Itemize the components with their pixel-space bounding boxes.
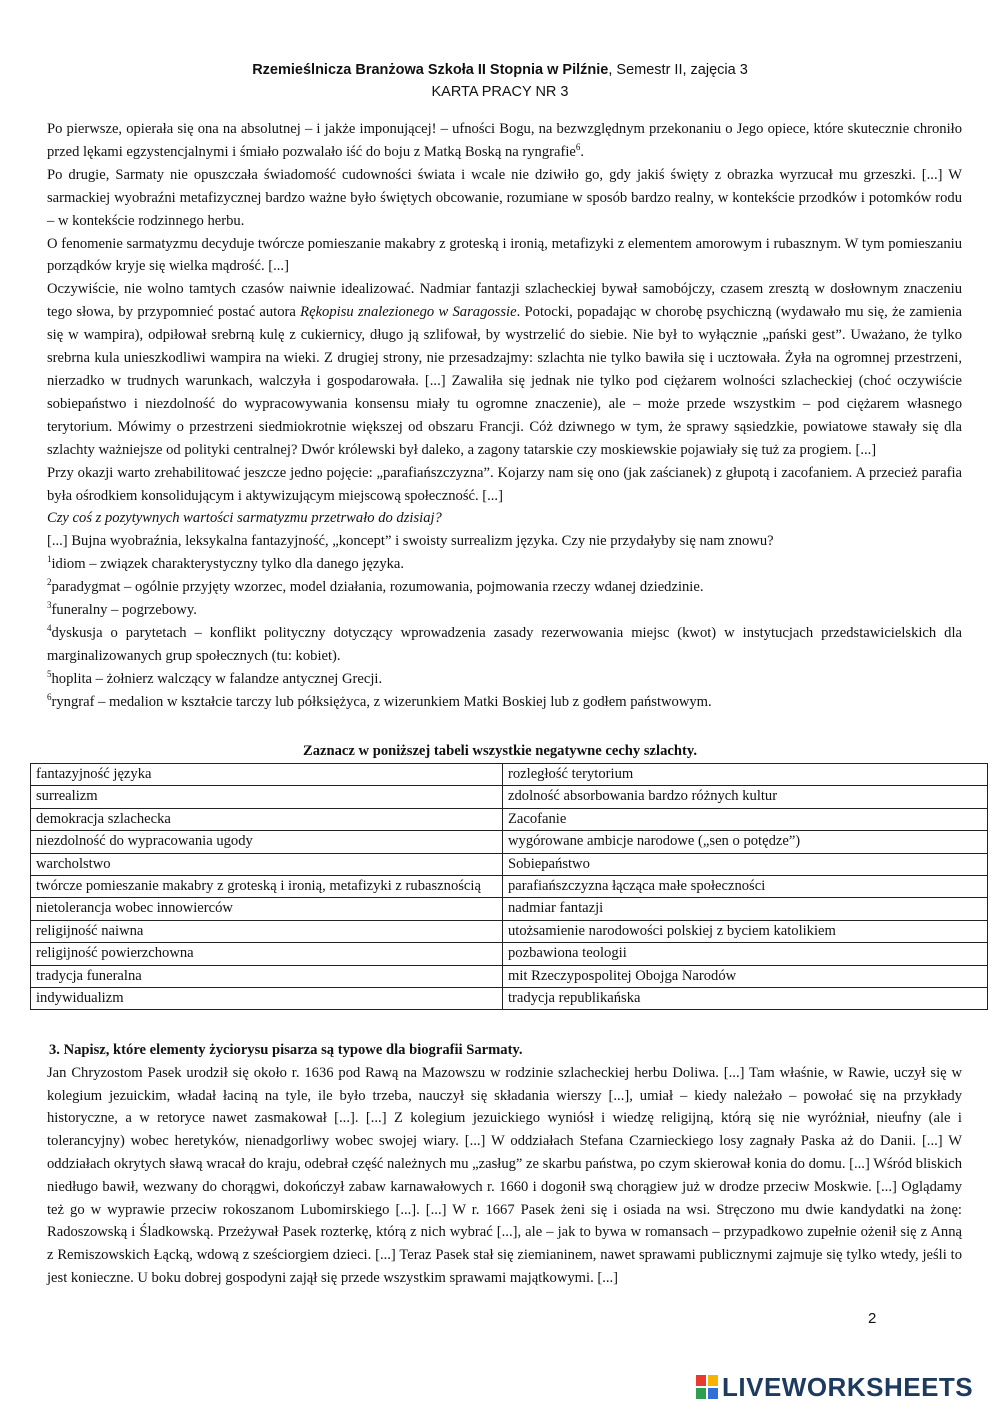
book-title: Rękopisu znalezionego w Saragossie <box>300 304 517 321</box>
header-line-1 <box>0 60 1000 80</box>
paragraph-6: [...] Bujna wyobraźnia, leksykalna fantazyjność, „koncept” i swoisty surrealizm języka. Czy nie przydałyby się nam znowu? <box>47 533 774 550</box>
section-3 <box>47 1039 962 1290</box>
trait-cell[interactable]: twórcze pomieszanie makabry z groteską i ironią, metafizyki z rubasznością <box>31 876 503 898</box>
table-row <box>31 876 988 898</box>
trait-cell[interactable]: Zacofanie <box>503 808 988 830</box>
logo-square <box>695 1387 707 1400</box>
paragraph-3: O fenomenie sarmatyzmu decyduje twórcze pomieszanie makabry z groteską i ironią, metafizyki z elementem amorowym i rubasznym. W tym pomieszaniu porządków kryje się wielka mądrość. [...] <box>47 235 962 275</box>
trait-cell[interactable]: Sobiepaństwo <box>503 853 988 875</box>
paragraph-5: Przy okazji warto zrehabilitować jeszcze jedno pojęcie: „parafiańszczyzna”. Kojarzy nam się ono (jak zaścianek) z głupotą i zacofaniem. A przecież parafia była ośrodkiem konsolidującym i aktywizującym miejscową społeczność. [...] <box>47 464 962 504</box>
school-name: Rzemieślnicza Branżowa Szkoła II Stopnia w Pilźnie <box>252 62 609 78</box>
paragraph-4: Oczywiście, nie wolno tamtych czasów naiwnie idealizować. Nadmiar fantazji szlacheckiej bywał samobójczy, czasem zresztą w dosłownym znaczeniu tego słowa, by przypomnieć postać autora Rękopisu znalezionego w Saragossie. Potocki, popadając w chorobę psychiczną (wydawało mu się, że zamienia się w wampira), odpiłował srebrną kulę z cukiernicy, długo ją szlifował, by wystrzelić do siebie. Nie był to wyłącznie „pański gest”. Uważano, że tylko srebrna kula unieszkodliwi wampira na wieki. Z drugiej strony, nie przesadzajmy: szlachta nie tylko bawiła się i ucztowała. Żyła na ogromnej przestrzeni, nierzadko w trudnych warunkach, walczyła i gospodarowała. [...] Zawaliła się jednak nie tylko pod ciężarem wolności szlacheckiej (choć oczywiście sobiepaństwo i niezdolność do wypracowywania konsensu miały tu ogromne znaczenie), ale – może przede wszystkim – pod ciężarem własnego terytorium. Mówimy o przestrzeni siedmiokrotnie większej od obszaru Francji. Cóż dziwnego w tym, że sprawy sąsiedzkie, powiatowe stawały się dla szlachty ważniejsze od polityki centralnej? Dwór królewski był daleko, a zagony tatarskie czy moskiewskie pojawiały się tuż za progiem. [...] <box>47 281 962 458</box>
worksheet-title: KARTA PRACY NR 3 <box>431 84 569 100</box>
trait-cell[interactable]: niezdolność do wypracowania ugody <box>31 831 503 853</box>
footnote: $^6$ryngraf – medalion w kształcie tarczy lub półksiężyca, z wizerunkiem Matki Boskiej lub z godłem państwowym. <box>47 691 712 710</box>
footnote: $^4$dyskusja o parytetach – konflikt polityczny dotyczący wprowadzenia zasady rezerwowania miejsc (kwot) w instytucjach przedstawicielskich dla marginalizowanych grup społecznych (tu: kobiet). <box>47 623 962 664</box>
section-3-text: Jan Chryzostom Pasek urodził się około r. 1636 pod Rawą na Mazowszu w rodzinie szlacheckiej herbu Doliwa. [...] Tam właśnie, w Rawie, uczył się w kolegium jezuickim, władał łaciną na tyle, ile było trzeba, nauczył się składania wierszy [...], umiał – kiedy należało – powołać się na przykłady historyczne, a w retoryce nawet zasmakował [...]. [...] Z kolegium jezuickiego wyniósł i wiedzę religijną, którą się nie wyróżniał, nieufny (ale i tolerancyjny) wobec heretyków, nienadgorliwy wobec swojej wiary. [...] W oddziałach Stefana Czarnieckiego losy zagnały Paska aż do Danii. [...] W oddziałach okrytych sławą wracał do kraju, odebrał część należnych mu „zasług” ze skarbu państwa, po czym skierował konia do domu. [...] Wśród bliskich niedługo bawił, wezwany do chorągwi, dokończył zabaw karnawałowych r. 1660 i dogonił swą chorągiew już w drodze przeciw Moskwie. [...] Oglądamy też go w wyprawie przeciw rokoszanom Lubomirskiego [...]. [...] W r. 1667 Pasek żeni się i osiada na wsi. Stręczono mu dwie kandydatki na żonę: Radoszowską i Śladkowską. Przeżywał Pasek rozterkę, którą z nich wybrać [...], ale – jak to bywa w romansach – przypadkowo zupełnie ożenił się z Anną z Remiszowskich Łącką, wdową z sześciorgiem dzieci. [...] Teraz Pasek stał się ziemianinem, nawet sprawami publicznymi zajmuje się tylko wtedy, jeśli to jest konieczne. U boku dobrej gospodyni zajął się przede wszystkim sprawami majątkowymi. [...] <box>47 1064 962 1286</box>
liveworksheets-logo <box>695 1372 973 1402</box>
trait-cell[interactable]: warcholstwo <box>31 853 503 875</box>
trait-cell[interactable]: mit Rzeczypospolitej Obojga Narodów <box>503 965 988 987</box>
trait-cell[interactable]: pozbawiona teologii <box>503 943 988 965</box>
trait-cell[interactable]: religijność powierzchowna <box>31 943 503 965</box>
traits-table <box>30 763 988 1010</box>
trait-cell[interactable]: nadmiar fantazji <box>503 898 988 920</box>
trait-cell[interactable]: tradycja funeralna <box>31 965 503 987</box>
footnote: $^3$funeralny – pogrzebowy. <box>47 600 197 619</box>
trait-cell[interactable]: parafiańszczyzna łącząca małe społeczności <box>503 876 988 898</box>
table-row <box>31 988 988 1010</box>
footnote: $^2$paradygmat – ogólnie przyjęty wzorzec, model działania, rozumowania, pojmowania rzeczy wdanej dziedzinie. <box>47 577 704 596</box>
trait-cell[interactable]: fantazyjność języka <box>31 764 503 786</box>
trait-cell[interactable]: wygórowane ambicje narodowe („sen o potędze”) <box>503 831 988 853</box>
logo-squares-icon <box>695 1374 719 1400</box>
logo-square <box>707 1387 719 1400</box>
trait-cell[interactable]: zdolność absorbowania bardzo różnych kultur <box>503 786 988 808</box>
footnote: $^1$idiom – związek charakterystyczny tylko dla danego języka. <box>47 554 405 573</box>
section-3-title: 3. Napisz, które elementy życiorysu pisarza są typowe dla biografii Sarmaty. <box>49 1042 523 1058</box>
trait-cell[interactable]: rozległość terytorium <box>503 764 988 786</box>
trait-cell[interactable]: tradycja republikańska <box>503 988 988 1010</box>
question-text: Czy coś z pozytywnych wartości sarmatyzmu przetrwało do dzisiaj? <box>47 510 442 527</box>
paragraph-1: Po pierwsze, opierała się ona na absolutnej – i jakże imponującej! – ufności Bogu, na bezwzględnym przekonaniu o Jego opiece, które skutecznie chroniło przed lękami egzystencjalnymi i śmiało pozwalało iść do boju z Matką Boską na ryngrafie$^6$. <box>47 121 962 160</box>
logo-square <box>695 1374 707 1387</box>
footnote: $^5$hoplita – żołnierz walczący w falandze antycznej Grecji. <box>47 668 383 687</box>
table-row <box>31 898 988 920</box>
table-caption: Zaznacz w poniższej tabeli wszystkie negatywne cechy szlachty. <box>303 743 697 759</box>
trait-cell[interactable]: demokracja szlachecka <box>31 808 503 830</box>
trait-cell[interactable]: indywidualizm <box>31 988 503 1010</box>
trait-cell[interactable]: religijność naiwna <box>31 920 503 942</box>
footnotes <box>47 553 962 713</box>
table-row <box>31 808 988 830</box>
logo-square <box>707 1374 719 1387</box>
page-number: 2 <box>868 1310 877 1327</box>
table-row <box>31 920 988 942</box>
table-row <box>31 831 988 853</box>
table-row <box>31 943 988 965</box>
trait-cell[interactable]: surrealizm <box>31 786 503 808</box>
trait-cell[interactable]: nietolerancja wobec innowierców <box>31 898 503 920</box>
footnote-ref-6: 6 <box>575 142 581 153</box>
table-row <box>31 786 988 808</box>
table-row <box>31 853 988 875</box>
trait-cell[interactable]: utożsamienie narodowości polskiej z byciem katolikiem <box>503 920 988 942</box>
semester-info: , Semestr II, zajęcia 3 <box>608 62 748 78</box>
paragraph-2: Po drugie, Sarmaty nie opuszczała świadomość cudowności świata i wcale nie dziwiło go, gdy jakiś święty z obrazka wyrzucał mu grzeszki. [...] W sarmackiej wyobraźni metafizycznej bardzo ważne było świętych obcowanie, rozumiane w sposób bardzo realny, w kontekście przodków i potomków rodu – w kontekście rodzinnego herbu. <box>47 166 962 229</box>
table-row <box>31 764 988 786</box>
article-text <box>47 118 962 714</box>
table-row <box>31 965 988 987</box>
logo-text: LIVEWORKSHEETS <box>722 1371 974 1402</box>
